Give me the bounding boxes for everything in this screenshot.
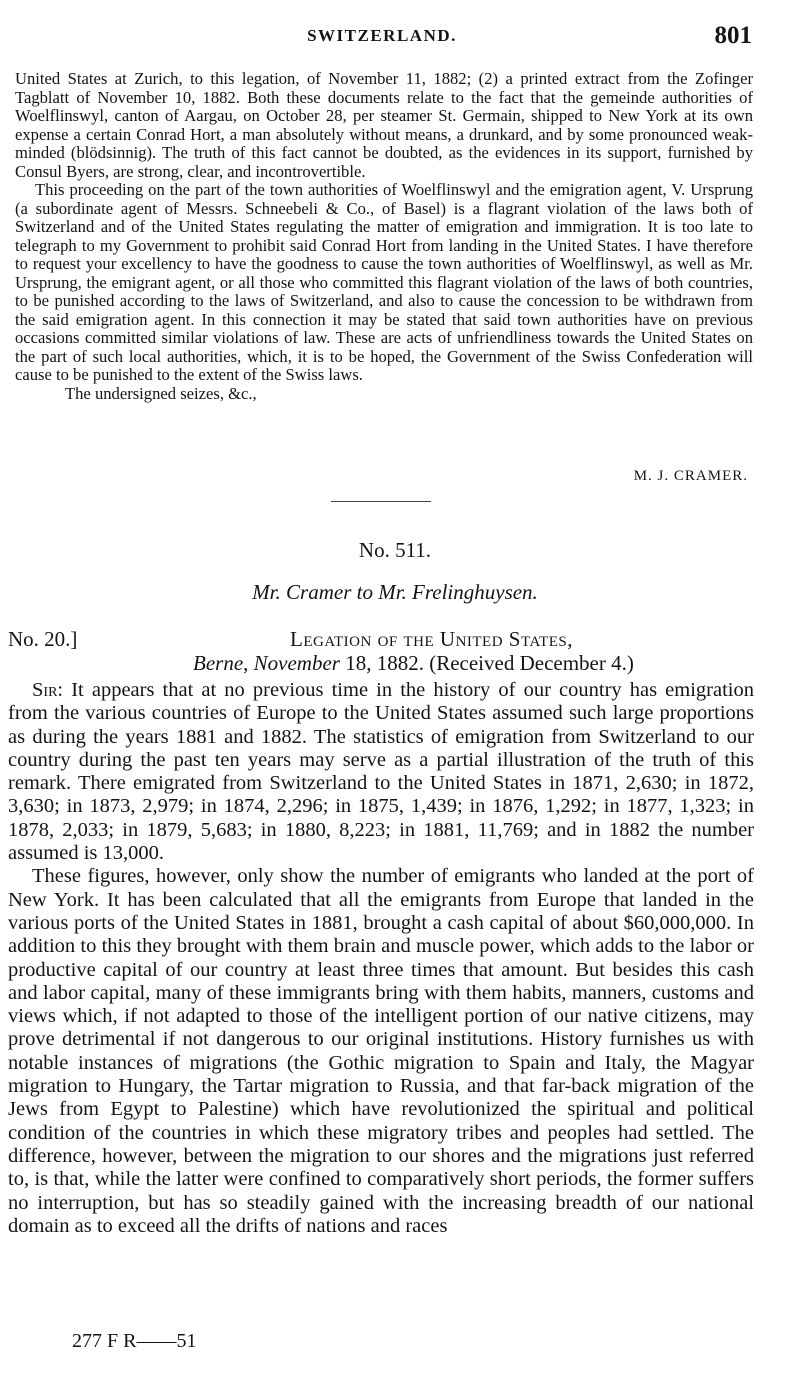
signature-mark: 277 F R——51 (72, 1330, 197, 1352)
running-head: SWITZERLAND. (307, 26, 457, 45)
section-divider (331, 501, 431, 502)
dateline-received: (Received December 4.) (429, 651, 634, 675)
document-title: Mr. Cramer to Mr. Frelinghuysen. (252, 580, 538, 604)
note-closing: The undersigned seizes, &c., (65, 383, 257, 403)
letter-paragraph-1-text: It appears that at no previous time in the history of our country has emigration from the various countries of Europe to the United States assumed such large proportions as during the years 1881 and 1882. The statistics of emigration from Switzerland to our country during the past ten years may serve as a partial illustration of the truth of this remark. There emigrated from Switzerland to the United States in 1871, 2,630; in 1872, 3,630; in 1873, 2,979; in 1874, 2,296; in 1875, 1,439; in 1876, 1,292; in 1877, 1,323; in 1878, 2,033; in 1879, 5,683; in 1880, 8,223; in 1881, 11,769; and in 1882 the number assumed is 13,000. (8, 679, 754, 865)
note-paragraph-1: United States at Zurich, to this legation, of November 11, 1882; (2) a printed extract from the Zofinger Tagblatt of November 10, 1882. Both these documents relate to the fact that the gemeinde authorities of Woelflinswyl, canton of Aargau, on October 28, per steamer St. Germain, shipped to New York at its own expense a certain Conrad Hort, a man absolutely without means, a drunkard, and by some pronounced weak-minded (blödsinnig). The truth of this fact cannot be doubted, as the evidences in its support, furnished by Consul Byers, are strong, clear, and incontrovertible. (15, 69, 753, 181)
dateline: Berne, November 18, 1882. (Received December 4.) (193, 651, 634, 675)
letter-paragraph-2: These figures, however, only show the number of emigrants who landed at the port of New York. It has been calculated that all the emigrants from Europe that landed in the various ports of the United States in 1881, brought a cash capital of about $60,000,000. In addition to this they brought with them brain and muscle power, which adds to the labor or productive capital of our country at least three times that amount. But besides this cash and labor capital, many of these immigrants bring with them habits, manners, customs and views which, if not adapted to those of the intelligent portion of our native citizens, may prove detrimental if not dangerous to our original institutions. History furnishes us with notable instances of migrations (the Gothic migration to Spain and Italy, the Magyar migration to Hungary, the Tartar migration to Russia, and that far-back migration of the Jews from Egypt to Palestine) which have revolutionized the spiritual and political condition of the countries in which these migratory tribes and peoples had settled. The difference, however, between the migration to our shores and the migrations just referred to, is that, while the latter were confined to comparatively short periods, the former suffers no interruption, but has so steadily gained with the increasing breadth of our national domain as to exceed all the drifts of nations and races (8, 865, 754, 1237)
dispatch-reference: No. 20.] (8, 627, 78, 651)
document-number: No. 511. (358, 538, 432, 562)
preceding-note (15, 70, 753, 403)
legation-heading: Legation of the United States, (290, 627, 574, 651)
dateline-place: Berne (193, 651, 244, 675)
salutation: Sir: (32, 679, 64, 701)
signature: M. J. CRAMER. (633, 468, 748, 484)
page-number: 801 (714, 22, 752, 49)
letter-paragraph-1 (8, 679, 754, 865)
page-header (12, 22, 752, 52)
letter-body (8, 679, 754, 1238)
note-paragraph-2: This proceeding on the part of the town authorities of Woelflinswyl and the emigration agent, V. Ursprung (a subordinate agent of Messrs. Schneebeli & Co., of Basel) is a flagrant violation of the laws both of Switzerland and of the United States regulating the matter of emigration and immigration. It is too late to telegraph to my Government to prohibit said Conrad Hort from landing in the United States. I have therefore to request your excellency to have the goodness to cause the town authorities of Woelflinswyl, as well as Mr. Ursprung, the emigrant agent, or all those who committed this flagrant violation of the laws of both countries, to be punished according to the laws of Switzerland, and also to cause the concession to be withdrawn from the said emigration agent. In this connection it may be stated that said town authorities have on previous occasions committed similar violations of law. These are acts of unfriendliness towards the United States on the part of such local authorities, which, it is to be hoped, the Government of the Swiss Confederation will cause to be punished to the extent of the Swiss laws. (15, 180, 753, 384)
dateline-month: November (253, 651, 340, 675)
dateline-day-year: 18, 1882. (345, 651, 424, 675)
